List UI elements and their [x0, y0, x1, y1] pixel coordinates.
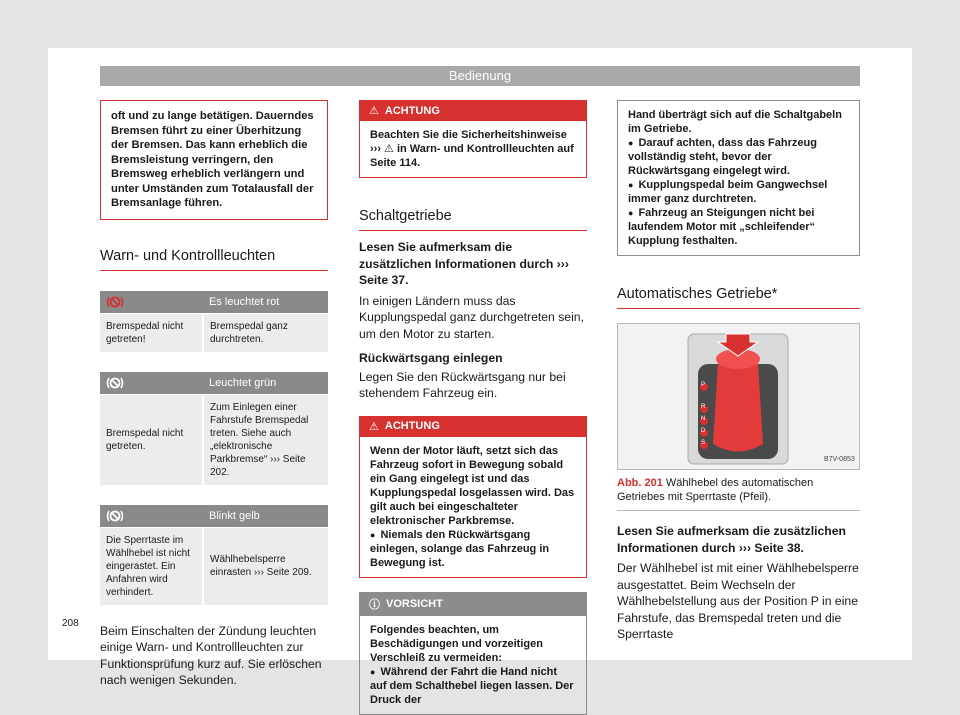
warning-triangle-icon: ⚠: [369, 420, 379, 433]
intro-bold: Lesen Sie aufmerksam die zusätzlichen Informationen durch ››› Seite 38.: [617, 524, 846, 555]
figure-code: B7V-0853: [824, 456, 855, 463]
achtung-header: [359, 416, 587, 437]
table-cell: Bremspedal nicht getreten.: [100, 394, 203, 485]
gear-label: P: [701, 382, 706, 388]
vorsicht-continuation-box: [617, 100, 860, 256]
intro-bold: Lesen Sie aufmerksam die zusätzlichen Informationen durch ››› Seite 37.: [359, 240, 569, 287]
gear-selector-figure: [617, 323, 860, 470]
section-title-automatik: Automatisches Getriebe*: [617, 286, 860, 309]
achtung-body: Beachten Sie die Sicherheitshinweise ››› ⚠ in Warn- und Kontrollleuchten auf Seite 114.: [359, 121, 587, 178]
achtung-label: ACHTUNG: [384, 104, 440, 117]
gear-label: N: [701, 416, 706, 422]
paragraph: In einigen Ländern muss das Kupplungspedal ganz durchgetreten sein, um den Motor zu starten.: [359, 293, 584, 341]
gear-selector-illustration: [618, 324, 859, 469]
column-1: [100, 100, 328, 689]
paragraph: Der Wählhebel ist mit einer Wählhebelsperre ausgestattet. Beim Wechseln der Wählhebelstellung aus der Position P in eine Fahrstufe, das Bremspedal treten und die Sperrtaste: [617, 561, 859, 641]
closing-paragraph: Beim Einschalten der Zündung leuchten einige Warn- und Kontrollleuchten zur Funktionsprüfung kurz auf. Sie erlöschen nach wenigen Sekunden.: [100, 623, 322, 687]
bullet-item: ● Kupplungspedal beim Gangwechsel immer ganz durchtreten.: [628, 178, 849, 206]
brake-pedal-icon: [100, 372, 203, 395]
gear-label: R: [701, 404, 706, 410]
caption-text: Wählhebel des automatischen Getriebes mit Sperrtaste (Pfeil).: [617, 477, 814, 503]
section-title-schaltgetriebe: Schaltgetriebe: [359, 208, 587, 231]
table-cell: Die Sperrtaste im Wählhebel ist nicht eingerastet. Ein Anfahren wird verhindert.: [100, 527, 203, 605]
vorsicht-label: VORSICHT: [386, 597, 443, 610]
table-cell: Zum Einlegen einer Fahrstufe Bremspedal treten. Siehe auch „elektronische Parkbremse“ ››› Seite 202.: [203, 394, 328, 485]
figure-caption: [617, 476, 860, 511]
table-cell: Bremspedal nicht getreten!: [100, 313, 203, 352]
gear-label: D: [701, 428, 706, 434]
table-header: Leuchtet grün: [203, 372, 328, 395]
section-title-warn: Warn- und Kontrollleuchten: [100, 248, 328, 271]
achtung-bullet: ● Niemals den Rückwärtsgang einlegen, solange das Fahrzeug in Bewegung ist.: [370, 528, 576, 570]
bullet-item: ● Fahrzeug an Steigungen nicht bei laufendem Motor mit „schleifender“ Kupplung festhalten.: [628, 206, 849, 248]
page-header: Bedienung: [100, 66, 860, 86]
vorsicht-bullet: ● Während der Fahrt die Hand nicht auf dem Schalthebel liegen lassen. Der Druck der: [370, 665, 576, 707]
column-3: [617, 100, 860, 643]
warning-continuation-box: oft und zu lange betätigen. Dauerndes Bremsen führt zu einer Überhitzung der Bremsen. Das kann erheblich die Bremsleistung verringern, den Bremsweg erheblich verlängern und unter Umständen zum Totalausfall der Bremsanlage führen.: [100, 100, 328, 220]
brake-warning-icon: [100, 291, 203, 314]
box-text: Hand überträgt sich auf die Schaltgabeln im Getriebe.: [628, 109, 842, 135]
bullet-item: ● Darauf achten, dass das Fahrzeug vollständig steht, bevor der Rückwärtsgang eingelegt wird.: [628, 136, 849, 178]
vorsicht-text: Folgendes beachten, um Beschädigungen und vorzeitigen Verschleiß zu vermeiden:: [370, 623, 543, 664]
table-cell: Wählhebelsperre einrasten ››› Seite 209.: [203, 527, 328, 605]
table-header: Blinkt gelb: [203, 505, 328, 528]
table-cell: Bremspedal ganz durchtreten.: [203, 313, 328, 352]
indicator-table-green: [100, 372, 328, 485]
table-header: Es leuchtet rot: [203, 291, 328, 314]
achtung-header: [359, 100, 587, 121]
indicator-table-red: [100, 291, 328, 352]
gear-label: S: [701, 440, 706, 446]
vorsicht-header: [359, 592, 587, 616]
subheading: Rückwärtsgang einlegen: [359, 351, 503, 365]
indicator-table-yellow: [100, 505, 328, 605]
achtung-body: [359, 437, 587, 578]
column-2: [359, 100, 587, 715]
info-circle-icon: ⓘ: [369, 598, 380, 611]
vorsicht-body: [359, 616, 587, 715]
page-number: 208: [62, 618, 79, 629]
achtung-label: ACHTUNG: [384, 420, 440, 432]
caption-label: Abb. 201: [617, 477, 663, 489]
paragraph: Legen Sie den Rückwärtsgang nur bei stehendem Fahrzeug ein.: [359, 369, 566, 400]
selector-lock-icon: [100, 505, 203, 528]
warning-triangle-icon: ⚠: [369, 105, 379, 117]
achtung-text: Wenn der Motor läuft, setzt sich das Fahrzeug sofort in Bewegung sobald ein Gang eingelegt ist und das Kupplungspedal losgelassen wird. Das gilt auch bei eingeschalteter elektronischer Parkbremse.: [370, 444, 575, 527]
